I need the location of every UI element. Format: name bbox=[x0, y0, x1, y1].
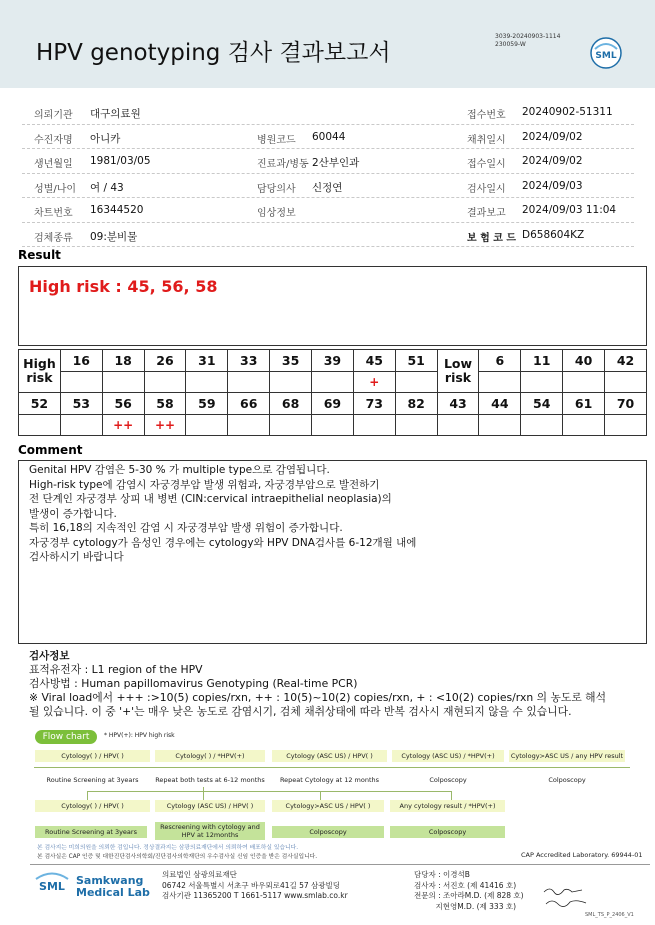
info-row bbox=[22, 149, 634, 174]
result-cell: + bbox=[353, 371, 395, 393]
flow-box: Cytology (ASC US) / *HPV(+) bbox=[392, 750, 504, 762]
target-gene: 표적유전자 : L1 region of the HPV bbox=[29, 663, 203, 676]
flow-outcome: Rescreening with cytology and HPV at 12months bbox=[155, 822, 265, 840]
flow-outcome: Colposcopy bbox=[548, 776, 586, 784]
report-title: HPV genotyping 검사 결과보고서 bbox=[36, 40, 391, 66]
document-code-2: 230059-W bbox=[495, 41, 526, 48]
info-label: 검사일시 bbox=[467, 183, 506, 195]
footer-divider bbox=[30, 864, 650, 865]
info-value: 2산부인과 bbox=[312, 157, 360, 169]
footer-staff: 담당자 : 이경석B 검사자 : 서진호 (제 41416 호) 전문의 : 조아라M.D. (제 828 호) 지현영M.D. (제 333 호) bbox=[414, 870, 524, 911]
flow-box: Cytology>ASC US / HPV( ) bbox=[272, 800, 384, 812]
table-row bbox=[19, 350, 647, 372]
result-cell bbox=[102, 371, 144, 393]
brand-line-1: Samkwang bbox=[76, 874, 144, 887]
info-label: 진료과/병동 bbox=[257, 159, 309, 170]
genotype-cell: 33 bbox=[228, 350, 270, 372]
flow-chart-badge: Flow chart bbox=[35, 730, 97, 744]
flow-box: Cytology>ASC US / any HPV result bbox=[510, 752, 624, 760]
genotype-cell: 51 bbox=[395, 350, 437, 372]
sml-logo-icon bbox=[590, 37, 622, 69]
flow-box: Cytology (ASC US) / HPV( ) bbox=[155, 800, 265, 812]
sml-logo-icon bbox=[34, 870, 70, 894]
result-cell bbox=[563, 371, 605, 393]
genotype-cell: 52 bbox=[19, 393, 61, 415]
info-value: 09:분비물 bbox=[90, 230, 138, 243]
genotype-cell: 59 bbox=[186, 393, 228, 415]
result-cell bbox=[228, 371, 270, 393]
genotype-cell: 39 bbox=[312, 350, 354, 372]
result-cell bbox=[186, 371, 228, 393]
result-cell bbox=[186, 414, 228, 436]
genotype-cell: 11 bbox=[521, 350, 563, 372]
result-cell bbox=[605, 414, 647, 436]
genotype-cell: 31 bbox=[186, 350, 228, 372]
comment-text: Genital HPV 감염은 5-30 % 가 multiple type으로 감염됩니다. High-risk type에 감염시 자궁경부암 발생 위험과, 자궁경부암으로 발전하기 전 단계인 자궁경부 상피 내 병변 (CIN:cervical intraepithelial neoplasia)의 발생이 증가합니다. 특히 16,18의 지속적인 감염 시 자궁경부암 발생 위험이 증가합니다. 자궁경부 cytology가 음성인 경우에는 cytology와 HPV DNA검사를 6-12개월 내에 검사하시기 바랍니다 bbox=[29, 464, 417, 563]
genotype-cell: 42 bbox=[605, 350, 647, 372]
genotype-cell: 82 bbox=[395, 393, 437, 415]
genotype-cell: 6 bbox=[479, 350, 521, 372]
genotype-cell: 54 bbox=[521, 393, 563, 415]
result-cell bbox=[144, 371, 186, 393]
info-value: 20240902-51311 bbox=[522, 106, 613, 118]
info-row bbox=[22, 198, 634, 223]
info-label: 병원코드 bbox=[257, 134, 296, 146]
info-row bbox=[22, 100, 634, 125]
viral-load-note: ※ Viral load에서 +++ :>10(5) copies/rxn, ++ : 10(5)~10(2) copies/rxn, + : <10(2) copies/rxn 의 농도로 해석 bbox=[29, 691, 607, 704]
report-header bbox=[0, 0, 655, 88]
info-label: 접수일시 bbox=[467, 159, 506, 170]
flow-divider bbox=[34, 767, 630, 768]
info-value: 2024/09/02 bbox=[522, 130, 583, 143]
info-value: D658604KZ bbox=[522, 228, 585, 241]
genotype-cell: 18 bbox=[102, 350, 144, 372]
info-value: 16344520 bbox=[90, 204, 144, 216]
result-summary: High risk : 45, 56, 58 bbox=[29, 277, 218, 296]
result-cell bbox=[270, 414, 312, 436]
genotype-cell: 53 bbox=[60, 393, 102, 415]
genotype-cell: 44 bbox=[479, 393, 521, 415]
svg-text:SML: SML bbox=[39, 880, 65, 893]
result-cell bbox=[60, 414, 102, 436]
method-title: 검사정보 bbox=[29, 650, 70, 662]
result-cell bbox=[437, 414, 479, 436]
table-row bbox=[19, 371, 647, 393]
patient-info-table bbox=[22, 100, 634, 247]
info-label: 의뢰기관 bbox=[34, 110, 73, 121]
info-row bbox=[22, 174, 634, 199]
disclaimer-note: 본 검사지는 미희의원을 의뢰한 검입니다. 정상결과지는 삼광의료재단에서 의뢰하여 배포하실 있습니다. bbox=[37, 845, 299, 851]
result-cell bbox=[19, 414, 61, 436]
genotype-cell: 16 bbox=[60, 350, 102, 372]
genotype-cell: 70 bbox=[605, 393, 647, 415]
flow-box: Cytology (ASC US) / HPV( ) bbox=[272, 750, 387, 762]
info-value: 아니카 bbox=[90, 132, 121, 145]
info-label: 임상정보 bbox=[257, 208, 296, 219]
flow-box: Cytology( ) / *HPV(+) bbox=[155, 750, 265, 762]
flow-box: Any cytology result / *HPV(+) bbox=[390, 800, 505, 812]
info-label: 채취일시 bbox=[467, 134, 506, 146]
result-cell bbox=[395, 414, 437, 436]
genotype-cell: 35 bbox=[270, 350, 312, 372]
flow-connector bbox=[203, 787, 204, 800]
viral-load-note-2: 될 있습니다. 이 중 '+'는 매우 낮은 농도로 감염시기, 검체 채취상태에 따라 반복 검사시 재현되지 않을 수 있습니다. bbox=[29, 705, 572, 718]
result-cell bbox=[270, 371, 312, 393]
result-cell bbox=[479, 371, 521, 393]
info-label: 수진자명 bbox=[34, 134, 73, 146]
flow-outcome: Routine Screening at 3years bbox=[46, 776, 139, 784]
result-cell bbox=[228, 414, 270, 436]
flow-outcome: Repeat Cytology at 12 months bbox=[279, 776, 380, 784]
high-risk-header: High risk bbox=[19, 350, 61, 393]
genotype-cell: 26 bbox=[144, 350, 186, 372]
info-row bbox=[22, 125, 634, 150]
flow-outcome: Routine Screening at 3years bbox=[35, 826, 147, 838]
brand-line-2: Medical Lab bbox=[76, 886, 150, 899]
genotype-cell: 73 bbox=[353, 393, 395, 415]
genotype-cell: 69 bbox=[312, 393, 354, 415]
result-cell bbox=[521, 371, 563, 393]
document-code bbox=[495, 33, 560, 49]
info-label: 접수번호 bbox=[467, 110, 506, 121]
flow-connector bbox=[87, 791, 88, 800]
info-label: 담당의사 bbox=[257, 183, 296, 195]
info-label: 성별/나이 bbox=[34, 183, 77, 195]
table-row bbox=[19, 393, 647, 415]
flow-legend: * HPV(+): HPV high risk bbox=[104, 732, 175, 739]
info-value: 60044 bbox=[312, 130, 346, 143]
info-label: 검체종류 bbox=[34, 232, 73, 244]
info-label: 차트번호 bbox=[34, 208, 73, 219]
flow-connector bbox=[320, 791, 321, 800]
info-value: 대구의료원 bbox=[90, 108, 141, 120]
info-label: 보 험 코 드 bbox=[467, 232, 517, 244]
flow-outcome: Colposcopy bbox=[429, 776, 467, 784]
test-method: 검사방법 : Human papillomavirus Genotyping (Real-time PCR) bbox=[29, 677, 358, 690]
result-cell bbox=[395, 371, 437, 393]
brand-name bbox=[76, 875, 150, 899]
result-cell bbox=[605, 371, 647, 393]
result-cell: ++ bbox=[144, 414, 186, 436]
genotype-cell: 58 bbox=[144, 393, 186, 415]
low-risk-header: Low risk bbox=[437, 350, 479, 393]
info-value: 2024/09/03 bbox=[522, 179, 583, 192]
result-cell bbox=[60, 371, 102, 393]
flow-outcome: Colposcopy bbox=[390, 826, 505, 838]
flow-box: Cytology( ) / HPV( ) bbox=[35, 800, 150, 812]
signature-icon bbox=[542, 884, 590, 910]
flow-outcome: Repeat both tests at 6-12 months bbox=[155, 776, 265, 784]
result-section-title: Result bbox=[18, 248, 61, 262]
result-cell bbox=[312, 414, 354, 436]
genotype-cell: 68 bbox=[270, 393, 312, 415]
genotype-cell: 61 bbox=[563, 393, 605, 415]
info-value: 1981/03/05 bbox=[90, 155, 151, 167]
info-row bbox=[22, 223, 634, 248]
genotype-cell: 45 bbox=[353, 350, 395, 372]
info-value: 신정연 bbox=[312, 181, 343, 194]
table-row bbox=[19, 414, 647, 436]
result-cell bbox=[563, 414, 605, 436]
accreditation-note: 본 검사실은 CAP 인증 및 대한진단검사의학회/진단검사의학재단의 우수검사실 신임 인증을 받은 검사실입니다. bbox=[37, 854, 318, 860]
result-cell bbox=[353, 414, 395, 436]
genotype-cell: 43 bbox=[437, 393, 479, 415]
result-cell: ++ bbox=[102, 414, 144, 436]
result-cell bbox=[521, 414, 563, 436]
comment-section-title: Comment bbox=[18, 443, 83, 457]
genotype-table bbox=[18, 349, 647, 436]
flow-outcome: Colposcopy bbox=[272, 826, 384, 838]
genotype-cell: 66 bbox=[228, 393, 270, 415]
cap-accreditation: CAP Accredited Laboratory. 69944-01 bbox=[521, 851, 643, 859]
footer-address: 의료법인 삼광의료재단 06742 서울특별시 서초구 바우뫼로41길 57 삼광빌딩 검사기관 11365200 T 1661-5117 www.smlab.co.kr bbox=[162, 870, 348, 900]
svg-text:SML: SML bbox=[595, 51, 617, 61]
info-value: 2024/09/02 bbox=[522, 155, 583, 167]
flow-box: Cytology( ) / HPV( ) bbox=[35, 750, 150, 762]
genotype-cell: 40 bbox=[563, 350, 605, 372]
info-value: 2024/09/03 11:04 bbox=[522, 204, 617, 216]
genotype-cell: 56 bbox=[102, 393, 144, 415]
flow-connector bbox=[451, 791, 452, 800]
document-code-1: 3039-20240903-1114 bbox=[495, 33, 561, 40]
info-label: 결과보고 bbox=[467, 208, 506, 219]
flow-connector bbox=[87, 791, 452, 792]
info-label: 생년월일 bbox=[34, 159, 73, 170]
form-code: SML_TS_P_2406_V1 bbox=[585, 912, 634, 918]
result-cell bbox=[479, 414, 521, 436]
result-cell bbox=[312, 371, 354, 393]
info-value: 여 / 43 bbox=[90, 181, 124, 194]
